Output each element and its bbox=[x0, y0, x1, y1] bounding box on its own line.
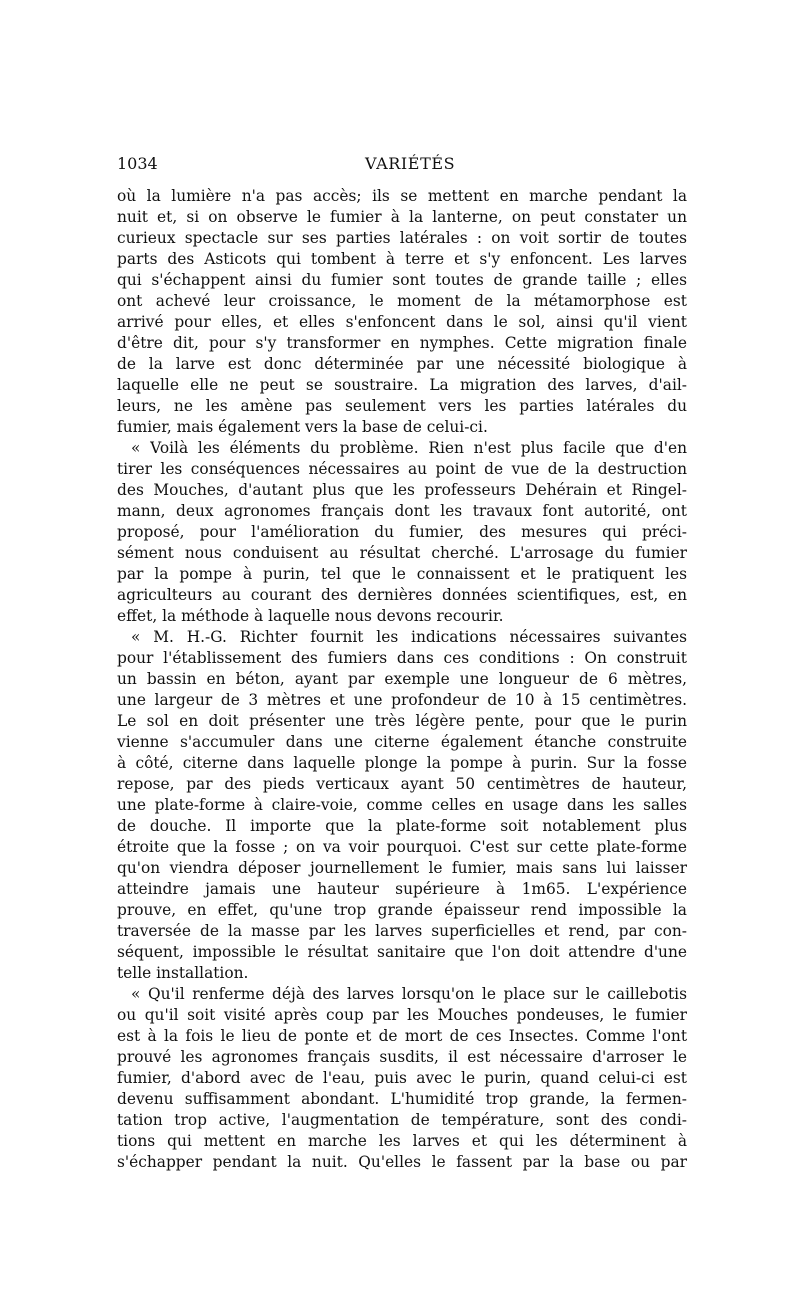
text-line: proposé, pour l'amélioration du fumier, des mesures qui préci- bbox=[117, 523, 687, 541]
text-line: qu'on viendra déposer journellement le fumier, mais sans lui laisser bbox=[117, 859, 687, 877]
text-line: séquent, impossible le résultat sanitaire que l'on doit attendre d'une bbox=[117, 943, 687, 961]
text-line: « M. H.-G. Richter fournit les indications nécessaires suivantes bbox=[131, 628, 687, 646]
text-line: où la lumière n'a pas accès; ils se mettent en marche pendant la bbox=[117, 187, 687, 205]
text-line: une plate-forme à claire-voie, comme celles en usage dans les salles bbox=[117, 796, 687, 814]
text-line: est à la fois le lieu de ponte et de mort de ces Insectes. Comme l'ont bbox=[117, 1027, 687, 1045]
text-line: tirer les conséquences nécessaires au point de vue de la destruction bbox=[117, 460, 687, 478]
text-line: atteindre jamais une hauteur supérieure à 1m65. L'expérience bbox=[117, 880, 687, 898]
text-line: devenu suffisamment abondant. L'humidité trop grande, la fermen- bbox=[117, 1090, 687, 1108]
text-line: par la pompe à purin, tel que le connaissent et le pratiquent les bbox=[117, 565, 687, 583]
text-line: s'échapper pendant la nuit. Qu'elles le fassent par la base ou par bbox=[117, 1153, 687, 1171]
page-number: 1034 bbox=[117, 154, 158, 173]
text-line: pour l'établissement des fumiers dans ces conditions : On construit bbox=[117, 649, 687, 667]
text-line: nuit et, si on observe le fumier à la lanterne, on peut constater un bbox=[117, 208, 687, 226]
running-title: VARIÉTÉS bbox=[365, 154, 456, 173]
text-line: traversée de la masse par les larves superficielles et rend, par con- bbox=[117, 922, 687, 940]
text-line: de la larve est donc déterminée par une nécessité biologique à bbox=[117, 355, 687, 373]
page-header bbox=[117, 152, 687, 176]
text-line: telle installation. bbox=[117, 964, 249, 982]
text-line: Le sol en doit présenter une très légère pente, pour que le purin bbox=[117, 712, 687, 730]
text-line: des Mouches, d'autant plus que les professeurs Dehérain et Ringel- bbox=[117, 481, 687, 499]
text-line: vienne s'accumuler dans une citerne également étanche construite bbox=[117, 733, 687, 751]
text-line: d'être dit, pour s'y transformer en nymphes. Cette migration finale bbox=[117, 334, 687, 352]
body-text bbox=[117, 186, 687, 1173]
text-line: « Voilà les éléments du problème. Rien n'est plus facile que d'en bbox=[131, 439, 687, 457]
text-line: étroite que la fosse ; on va voir pourquoi. C'est sur cette plate-forme bbox=[117, 838, 687, 856]
text-line: de douche. Il importe que la plate-forme soit notablement plus bbox=[117, 817, 687, 835]
paragraph bbox=[117, 438, 687, 627]
text-line: à côté, citerne dans laquelle plonge la pompe à purin. Sur la fosse bbox=[117, 754, 687, 772]
text-line: curieux spectacle sur ses parties latérales : on voit sortir de toutes bbox=[117, 229, 687, 247]
text-line: prouve, en effet, qu'une trop grande épaisseur rend impossible la bbox=[117, 901, 687, 919]
text-line: parts des Asticots qui tombent à terre et s'y enfoncent. Les larves bbox=[117, 250, 687, 268]
text-line: mann, deux agronomes français dont les travaux font autorité, ont bbox=[117, 502, 687, 520]
text-line: prouvé les agronomes français susdits, il est nécessaire d'arroser le bbox=[117, 1048, 687, 1066]
text-line: agriculteurs au courant des dernières données scientifiques, est, en bbox=[117, 586, 687, 604]
text-line: tions qui mettent en marche les larves et qui les déterminent à bbox=[117, 1132, 687, 1150]
text-line: un bassin en béton, ayant par exemple une longueur de 6 mètres, bbox=[117, 670, 687, 688]
text-line: une largeur de 3 mètres et une profondeur de 10 à 15 centimètres. bbox=[117, 691, 687, 709]
text-line: « Qu'il renferme déjà des larves lorsqu'on le place sur le caillebotis bbox=[131, 985, 687, 1003]
paragraph bbox=[117, 984, 687, 1173]
text-line: ou qu'il soit visité après coup par les Mouches pondeuses, le fumier bbox=[117, 1006, 687, 1024]
text-line: effet, la méthode à laquelle nous devons recourir. bbox=[117, 607, 504, 625]
text-line: tation trop active, l'augmentation de température, sont des condi- bbox=[117, 1111, 687, 1129]
text-line: repose, par des pieds verticaux ayant 50 centimètres de hauteur, bbox=[117, 775, 687, 793]
text-line: arrivé pour elles, et elles s'enfoncent dans le sol, ainsi qu'il vient bbox=[117, 313, 687, 331]
text-line: fumier, d'abord avec de l'eau, puis avec le purin, quand celui-ci est bbox=[117, 1069, 687, 1087]
paragraph bbox=[117, 186, 687, 438]
text-line: laquelle elle ne peut se soustraire. La migration des larves, d'ail- bbox=[117, 376, 687, 394]
text-line: leurs, ne les amène pas seulement vers les parties latérales du bbox=[117, 397, 687, 415]
paragraph bbox=[117, 627, 687, 984]
text-line: ont achevé leur croissance, le moment de la métamorphose est bbox=[117, 292, 687, 310]
text-line: fumier, mais également vers la base de celui-ci. bbox=[117, 418, 488, 436]
text-line: qui s'échappent ainsi du fumier sont toutes de grande taille ; elles bbox=[117, 271, 687, 289]
text-line: sément nous conduisent au résultat cherché. L'arrosage du fumier bbox=[117, 544, 687, 562]
